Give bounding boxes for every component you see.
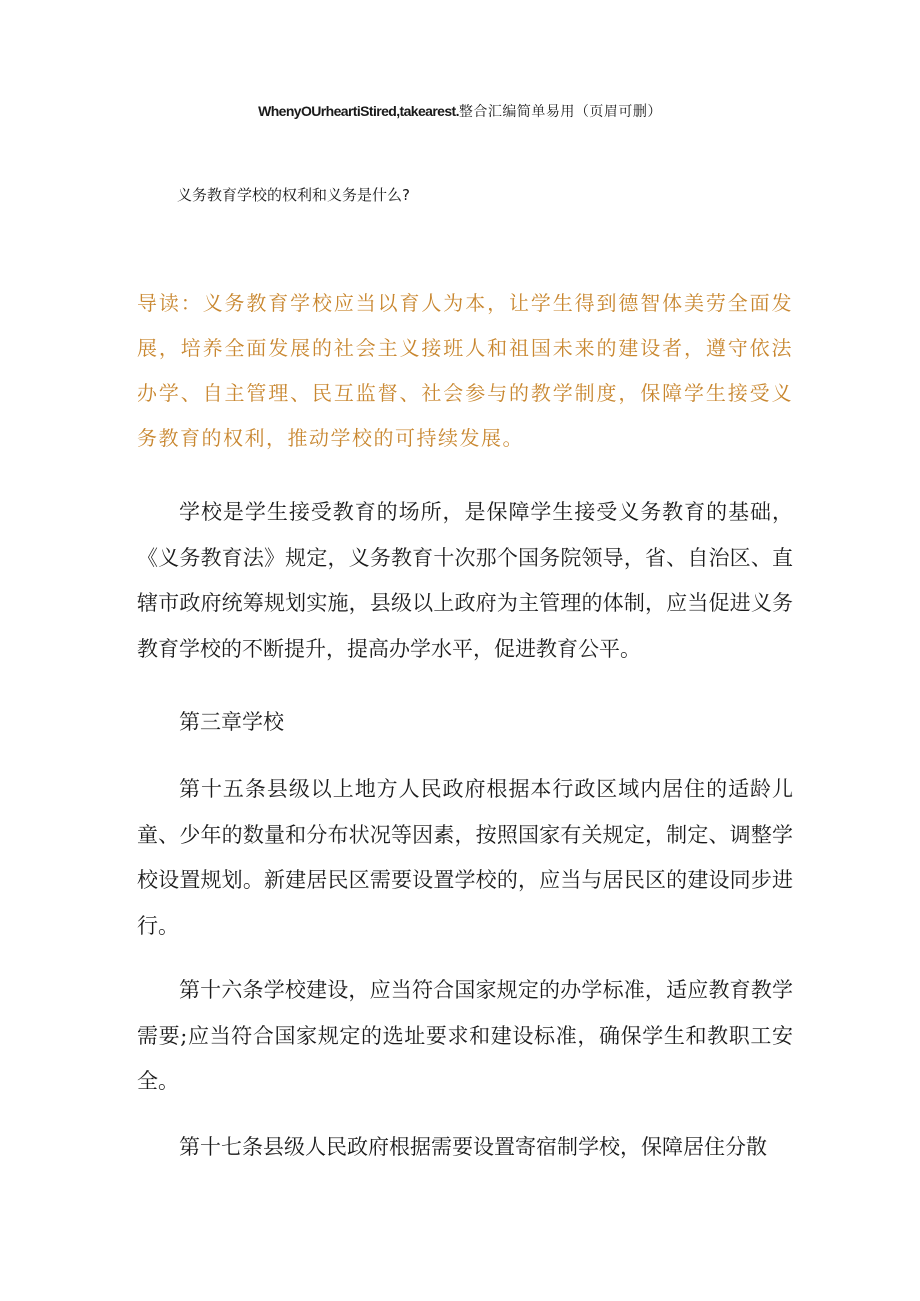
intro-paragraph: 导读：义务教育学校应当以育人为本，让学生得到德智体美劳全面发展，培养全面发展的社会主义接班人和祖国未来的建设者，遵守依法办学、自主管理、民互监督、社会参与的教学制度，保障学生接受义务教育的权利，推动学校的可持续发展。 <box>137 291 793 450</box>
article-16: 第十六条学校建设，应当符合国家规定的办学标准，适应教育教学需要;应当符合国家规定的选址要求和建设标准，确保学生和教职工安全。 <box>137 978 793 1093</box>
header-chinese: 整合汇编简单易用（页眉可删） <box>458 104 662 120</box>
document-title: 义务教育学校的权利和义务是什么? <box>177 186 410 204</box>
header-english: WhenyOUrheartiStired,takearest. <box>258 103 459 119</box>
article-15: 第十五条县级以上地方人民政府根据本行政区域内居住的适龄儿童、少年的数量和分布状况等因素，按照国家有关规定，制定、调整学校设置规划。新建居民区需要设置学校的，应当与居民区的建设同步进行。 <box>137 777 793 938</box>
page-header <box>0 101 920 122</box>
chapter-heading: 第三章学校 <box>179 710 284 734</box>
article-17: 第十七条县级人民政府根据需要设置寄宿制学校，保障居住分散 <box>179 1135 767 1159</box>
body-paragraph: 学校是学生接受教育的场所，是保障学生接受义务教育的基础，《义务教育法》规定，义务教育十次那个国务院领导，省、自治区、直辖市政府统筹规划实施，县级以上政府为主管理的体制，应当促进义务教育学校的不断提升，提高办学水平，促进教育公平。 <box>137 500 793 661</box>
